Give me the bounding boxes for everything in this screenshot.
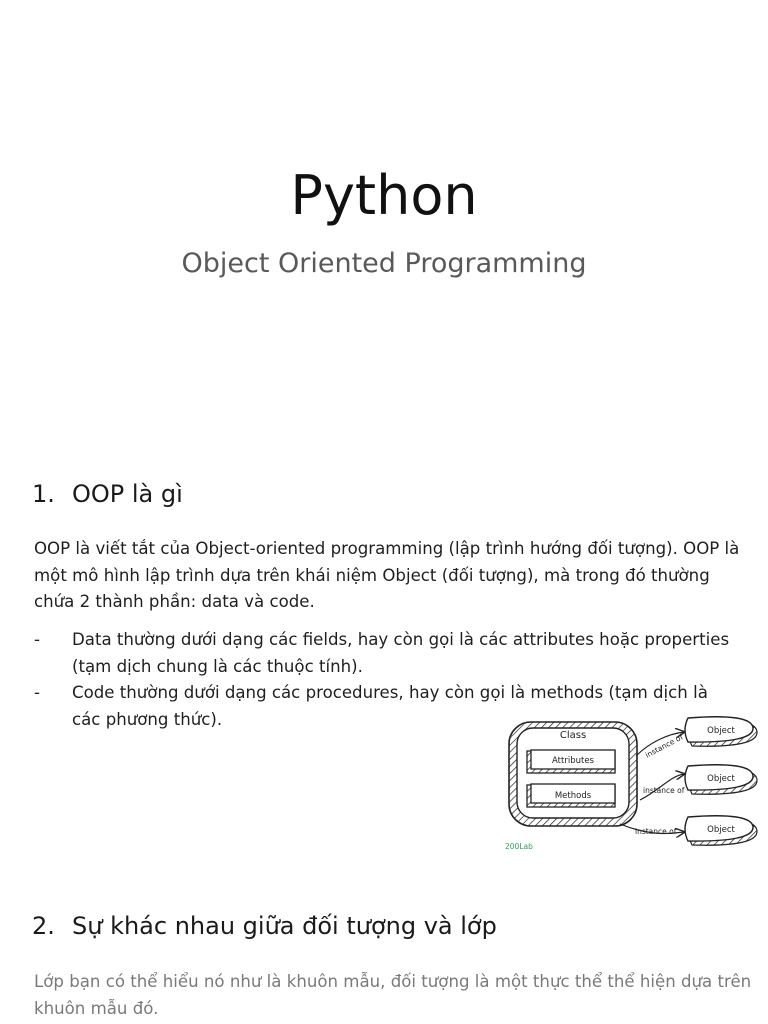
section-1-paragraph: OOP là viết tắt của Object-oriented programming (lập trình hướng đối tượng). OOP là một mô hình lập trình dựa trên khái niệm Object (đối tượng), mà trong đó thường chứa 2 thành phần: data và code. xyxy=(34,539,740,611)
object-label: Object xyxy=(707,726,735,736)
section-1-title: OOP là gì xyxy=(72,480,183,508)
section-1-heading xyxy=(32,478,732,510)
object-label: Object xyxy=(707,825,735,835)
document-title: Python xyxy=(290,164,478,227)
methods-label: Methods xyxy=(554,791,592,801)
section-2-paragraph: Lớp bạn có thể hiểu nó như là khuôn mẫu, đối tượng là một thực thể thể hiện dựa trên khuôn mẫu đó. xyxy=(34,972,752,1018)
bullet-dash: - xyxy=(34,630,40,649)
methods-box xyxy=(527,784,615,807)
section-2-number: 2. xyxy=(32,912,55,940)
class-object-diagram xyxy=(500,712,762,858)
class-box xyxy=(509,722,637,826)
instance-of-label: instance of xyxy=(635,827,677,836)
bullet-dash: - xyxy=(34,683,40,702)
bullet-text: Code thường dưới dạng các procedures, hay còn gọi là methods (tạm dịch là các phương thức). xyxy=(72,683,708,729)
object-box xyxy=(685,816,757,845)
object-box xyxy=(685,717,757,746)
attributes-box xyxy=(527,750,615,773)
watermark-label: 200Lab xyxy=(505,842,533,851)
instance-of-label: instance of xyxy=(643,732,685,760)
document-subtitle: Object Oriented Programming xyxy=(181,248,587,279)
class-label: Class xyxy=(559,730,587,741)
object-box xyxy=(685,765,757,794)
object-label: Object xyxy=(707,774,735,784)
section-2-heading xyxy=(32,910,732,942)
instance-of-label: instance of xyxy=(643,786,685,795)
bullet-item-data xyxy=(34,627,734,680)
section-2-title: Sự khác nhau giữa đối tượng và lớp xyxy=(72,912,497,940)
bullet-text: Data thường dưới dạng các fields, hay còn gọi là các attributes hoặc properties (tạm dịch chung là các thuộc tính). xyxy=(72,630,730,676)
attributes-label: Attributes xyxy=(552,756,594,766)
section-1-number: 1. xyxy=(32,480,55,508)
